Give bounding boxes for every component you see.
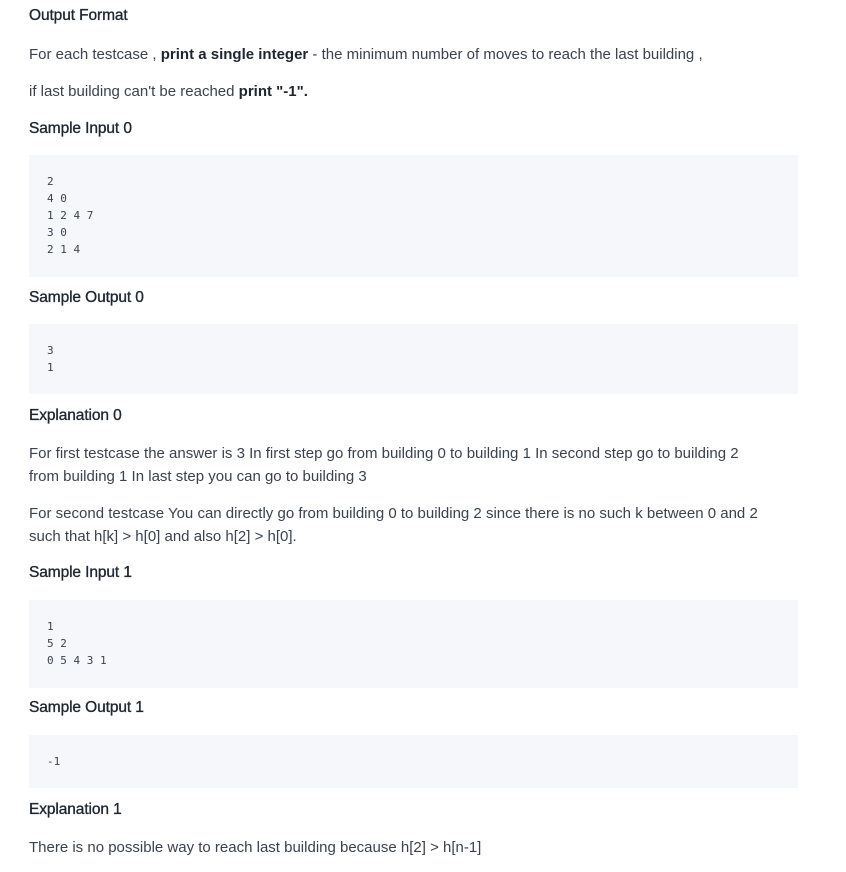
explanation-0-para-2-line-1: For second testcase You can directly go from building 0 to building 2 since there is no such k between 0 and 2: [29, 505, 758, 522]
output-format-line-2-pre: if last building can't be reached: [29, 83, 239, 100]
code-line: 3 0: [47, 226, 67, 239]
explanation-1-heading: Explanation 1: [29, 801, 122, 818]
code-line: -1: [47, 755, 61, 768]
output-format-line-1-bold: print a single integer: [160, 46, 309, 63]
code-line: 1 2 4 7: [47, 209, 94, 222]
sample-output-1-heading: Sample Output 1: [29, 699, 144, 716]
explanation-0-heading: Explanation 0: [29, 407, 122, 424]
code-line: 1: [47, 620, 54, 633]
code-line: 4 0: [47, 192, 67, 205]
sample-input-1-code-block: [29, 600, 798, 688]
output-format-line-1-post: - the minimum number of moves to reach the last building ,: [308, 46, 703, 63]
code-line: 5 2: [47, 637, 67, 650]
explanation-0-para-1-line-1: For first testcase the answer is 3 In first step go from building 0 to building 1 In second step go to building 2: [29, 445, 739, 462]
code-line: 3: [47, 344, 54, 357]
sample-output-0-code-block: [29, 324, 798, 394]
output-format-line-2-bold: print "-1".: [238, 83, 308, 100]
output-format-line-1: [29, 43, 703, 66]
code-line: 2 1 4: [47, 243, 81, 256]
code-line: 1: [47, 361, 54, 374]
output-format-line-1-pre: For each testcase ,: [29, 46, 161, 63]
code-line: 0 5 4 3 1: [47, 654, 107, 667]
code-line: 2: [47, 175, 54, 188]
explanation-0-para-2-line-2: such that h[k] > h[0] and also h[2] > h[0].: [29, 528, 297, 545]
sample-input-1-heading: Sample Input 1: [29, 564, 132, 581]
sample-input-0-heading: Sample Input 0: [29, 120, 132, 137]
sample-input-0-code-block: [29, 155, 798, 277]
output-format-line-2: [29, 80, 308, 103]
sample-output-1-code-block: [29, 735, 798, 788]
sample-output-0-heading: Sample Output 0: [29, 289, 144, 306]
explanation-1-para-1: There is no possible way to reach last building because h[2] > h[n-1]: [29, 839, 482, 856]
output-format-heading: Output Format: [29, 7, 128, 24]
explanation-0-para-1-line-2: from building 1 In last step you can go to building 3: [29, 468, 367, 485]
